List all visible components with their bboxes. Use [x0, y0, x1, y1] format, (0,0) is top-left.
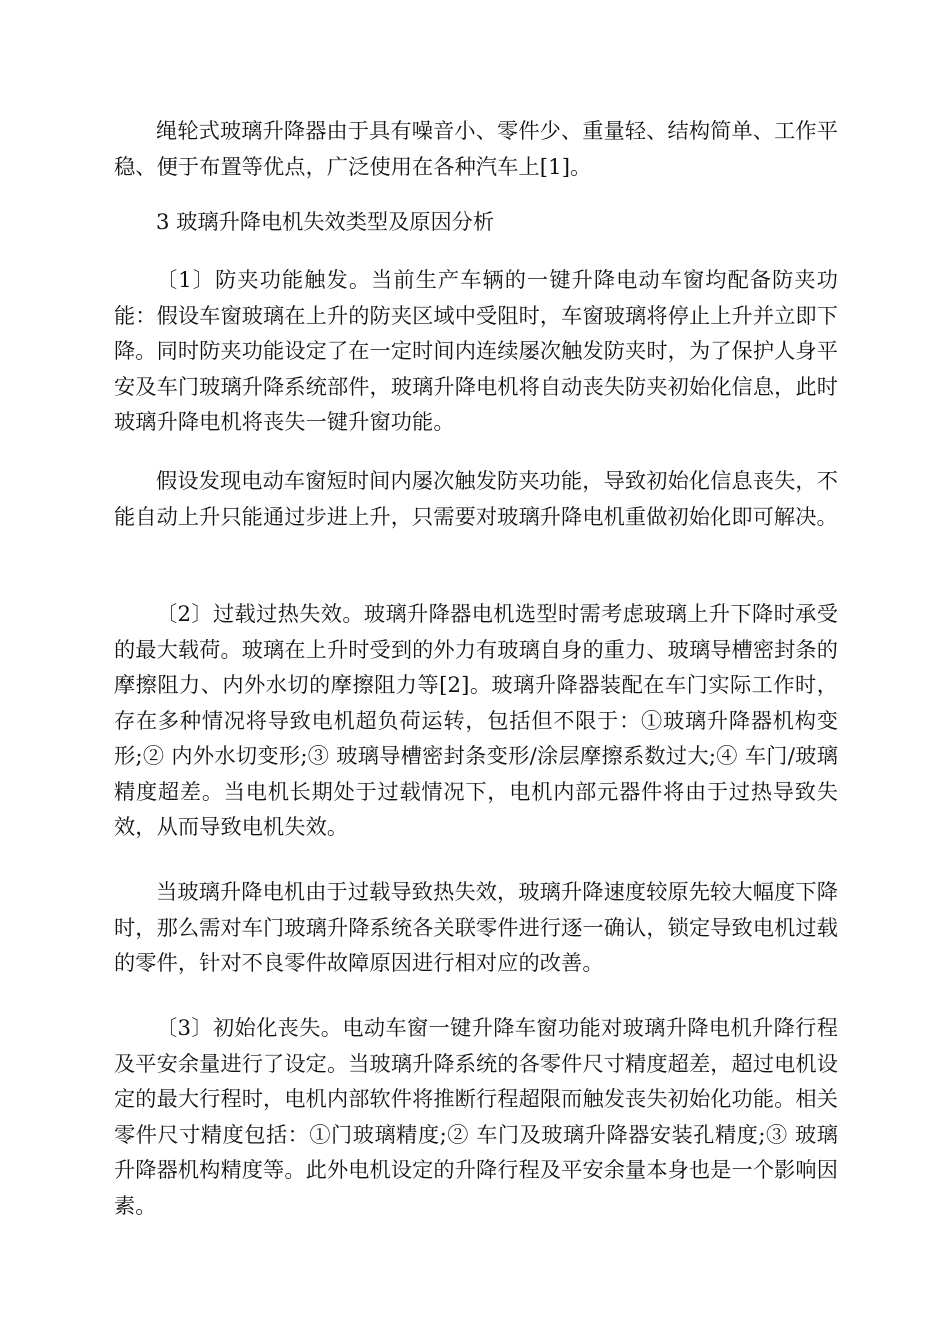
- paragraph-anti-pinch-fix: 假设发现电动车窗短时间内屡次触发防夹功能，导致初始化信息丧失，不能自动上升只能通过步进上升，只需要对玻璃升降电机重做初始化即可解决。: [114, 468, 838, 529]
- paragraph-overload: 〔2〕过载过热失效。玻璃升降器电机选型时需考虑玻璃上升下降时承受的最大载荷。玻璃在上升时受到的外力有玻璃自身的重力、玻璃导槽密封条的摩擦阻力、内外水切的摩擦阻力等[2]。玻璃升降器装配在车门实际工作时，存在多种情况将导致电机超负荷运转，包括但不限于：①玻璃升降器机构变形;② 内外水切变形;③ 玻璃导槽密封条变形/涂层摩擦系数过大;④ 车门/玻璃精度超差。当电机长期处于过载情况下，电机内部元器件将由于过热导致失效，从而导致电机失效。: [114, 601, 838, 839]
- paragraph-anti-pinch: 〔1〕防夹功能触发。当前生产车辆的一键升降电动车窗均配备防夹功能：假设车窗玻璃在上升的防夹区域中受阻时，车窗玻璃将停止上升并立即下降。同时防夹功能设定了在一定时间内连续屡次触发防夹时，为了保护人身平安及车门玻璃升降系统部件，玻璃升降电机将自动丧失防夹初始化信息，此时玻璃升降电机将丧失一键升窗功能。: [114, 267, 838, 434]
- section-heading: 3 玻璃升降电机失效类型及原因分析: [156, 209, 495, 234]
- paragraph-initialization-loss: 〔3〕初始化丧失。电动车窗一键升降车窗功能对玻璃升降电机升降行程及平安余量进行了设定。当玻璃升降系统的各零件尺寸精度超差，超过电机设定的最大行程时，电机内部软件将推断行程超限而触发丧失初始化功能。相关零件尺寸精度包括：①门玻璃精度;② 车门及玻璃升降器安装孔精度;③ 玻璃升降器机构精度等。此外电机设定的升降行程及平安余量本身也是一个影响因素。: [114, 1015, 838, 1218]
- paragraph-intro: 绳轮式玻璃升降器由于具有噪音小、零件少、重量轻、结构简单、工作平稳、便于布置等优点，广泛使用在各种汽车上[1]。: [114, 118, 838, 179]
- paragraph-overload-fix: 当玻璃升降电机由于过载导致热失效，玻璃升降速度较原先较大幅度下降时，那么需对车门玻璃升降系统各关联零件进行逐一确认，锁定导致电机过载的零件，针对不良零件故障原因进行相对应的改善。: [114, 879, 838, 975]
